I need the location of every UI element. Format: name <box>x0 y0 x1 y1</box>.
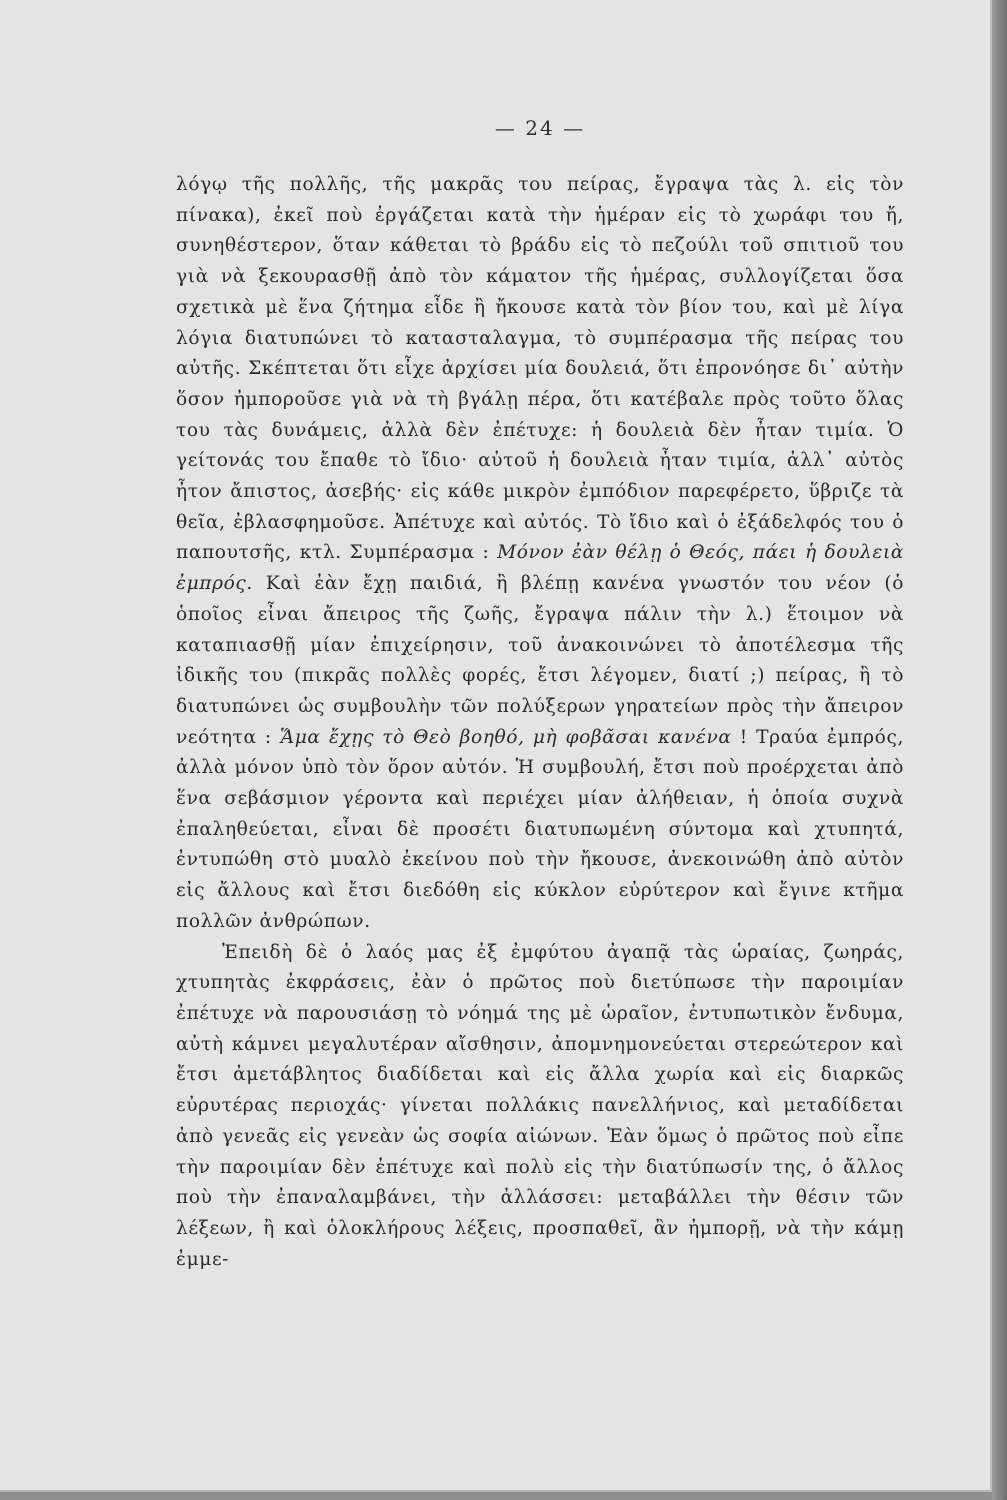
page-edge <box>992 0 1007 1500</box>
text-segment: . Καὶ ἐὰν ἔχῃ παιδιά, ἢ βλέπῃ κανένα γνωστόν του νέον (ὁ ὁποῖος εἶναι ἄπειρος τῆς ζωῆς, ἔγραψα πάλιν τὴν λ.) ἕτοιμον νὰ καταπιασθῇ μίαν ἐπιχείρησιν, τοῦ ἀνακοινώνει τὸ ἀποτέλεσμα τῆς ἰδικῆς του (πικρᾶς πολλὲς φορές, ἔτσι λέγομεν, διατί ;) πείρας, ἢ τὸ διατυπώνει ὡς συμβουλὴν τῶν πολύξερων γηρατείων πρὸς τὴν ἄπειρον νεότητα : <box>176 573 904 748</box>
italic-phrase: Μόνον ἐὰν θέλῃ ὁ Θεός, πάει ἡ δουλειὰ ἐμπρός <box>176 542 904 595</box>
italic-phrase: Ἅμα ἔχῃς τὸ Θεὸ βοηθό, μὴ φοβᾶσαι κανένα <box>279 726 732 748</box>
body-text <box>176 170 904 1275</box>
paragraph-1 <box>176 170 904 938</box>
page-number: — 24 — <box>494 116 586 140</box>
paragraph-2: Ἐπειδὴ δὲ ὁ λαός μας ἐξ ἐμφύτου ἀγαπᾷ τὰς ὡραίας, ζωηράς, χτυπητὰς ἐκφράσεις, ἐὰν ὁ πρῶτος ποὺ διετύπωσε τὴν παροιμίαν ἐπέτυχε νὰ παρουσιάσῃ τὸ νόημά της μὲ ὡραῖον, ἐντυπωτικὸν ἔνδυμα, αὐτὴ κάμνει μεγαλυτέραν αἴσθησιν, ἀπομνημονεύεται στερεώτερον καὶ ἔτσι ἀμετάβλητος διαδίδεται καὶ εἰς ἄλλα χωρία καὶ εἰς διαρκῶς εὐρυτέρας περιοχάς· γίνεται πολλάκις πανελλήνιος, καὶ μεταδίδεται ἀπὸ γενεᾶς εἰς γενεὰν ὡς σοφία αἰώνων. Ἐὰν ὅμως ὁ πρῶτος ποὺ εἶπε τὴν παροιμίαν δὲν ἐπέτυχε καὶ πολὺ εἰς τὴν διατύπωσίν της, ὁ ἄλλος ποὺ τὴν ἐπαναλαμβάνει, τὴν ἀλλάσσει: μεταβάλλει τὴν θέσιν τῶν λέξεων, ἢ καὶ ὁλοκλήρους λέξεις, προσπαθεῖ, ἂν ἠμπορῇ, νὰ τὴν κάμῃ ἐμμε- <box>176 941 904 1270</box>
text-segment: ! Τραύα ἐμπρός, ἀλλὰ μόνον ὑπὸ τὸν ὅρον αὐτόν. Ἡ συμβουλή, ἔτσι ποὺ προέρχεται ἀπὸ ἕνα σεβάσμιον γέροντα καὶ περιέχει μίαν ἀλήθειαν, ἡ ὁποία συχνὰ ἐπαληθεύεται, εἶναι δὲ προσέτι διατυπωμένη σύντομα καὶ χτυπητά, ἐντυπώθη στὸ μυαλὸ ἐκείνου ποὺ τὴν ἤκουσε, ἀνεκοινώθη ἀπὸ αὐτὸν εἰς ἄλλους καὶ ἔτσι διεδόθη εἰς κύκλον εὐρύτερον καὶ ἔγινε κτῆμα πολλῶν ἀνθρώπων. <box>176 726 904 932</box>
text-segment: λόγῳ τῆς πολλῆς, τῆς μακρᾶς του πείρας, ἔγραψα τὰς λ. εἰς τὸν πίνακα), ἐκεῖ ποὺ ἐργάζεται κατὰ τὴν ἡμέραν εἰς τὸ χωράφι του ἤ, συνηθέστερον, ὅταν κάθεται τὸ βράδυ εἰς τὸ πεζούλι τοῦ σπιτιοῦ του γιὰ νὰ ξεκουρασθῇ ἀπὸ τὸν κάματον τῆς ἡμέρας, συλλογίζεται ὅσα σχετικὰ μὲ ἕνα ζήτημα εἶδε ἢ ἤκουσε κατὰ τὸν βίον του, καὶ μὲ λίγα λόγια διατυπώνει τὸ κατασταλαγμα, τὸ συμπέρασμα τῆς πείρας του αὐτῆς. Σκέπτεται ὅτι εἶχε ἀρχίσει μία δουλειά, ὅτι ἐπρονόησε δι᾽ αὐτὴν ὅσον ἠμποροῦσε γιὰ νὰ τὴ βγάλῃ πέρα, ὅτι κατέβαλε πρὸς τοῦτο ὅλας του τὰς δυνάμεις, ἀλλὰ δὲν ἐπέτυχε: ἡ δουλειὰ δὲν ἦταν τιμία. Ὁ γείτονάς του ἔπαθε τὸ ἴδιο· αὐτοῦ ἡ δουλειὰ ἦταν τιμία, ἀλλ᾽ αὐτὸς ἦτον ἄπιστος, ἀσεβής· εἰς κάθε μικρὸν ἐμπόδιον παρεφέρετο, ὕβριζε τὰ θεῖα, ἐβλασφημοῦσε. Ἀπέτυχε καὶ αὐτός. Τὸ ἴδιο καὶ ὁ ἐξάδελφός του ὁ παπουτσῆς, κτλ. Συμπέρασμα : <box>176 174 904 564</box>
